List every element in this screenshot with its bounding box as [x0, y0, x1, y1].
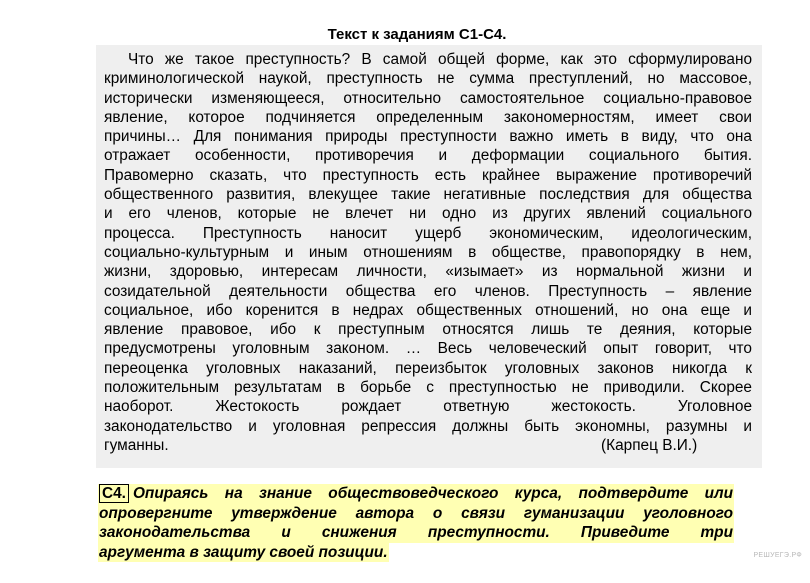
text-line: исторически изменяющееся, относительно самостоятельное социально-правовое — [104, 89, 752, 107]
task-c4-block — [98, 484, 734, 562]
source-text-block — [96, 45, 762, 468]
task-line — [98, 504, 734, 524]
task-highlight: аргумента в защиту своей позиции. — [99, 543, 388, 561]
text-line: явление, которое подчиняется определенным закономерностям, имеет свои — [104, 108, 752, 126]
text-line: положительным результатам в борьбе с преступностью не приводили. Скорее — [104, 379, 752, 397]
task-text: Опираясь на знание обществоведческого курса, подтвердите или — [132, 485, 733, 502]
text-line: предусмотрены уголовным законом. … Весь человеческий опыт говорит, что — [104, 340, 752, 358]
text-line: Что же такое преступность? В самой общей форме, как это сформулировано — [128, 51, 752, 68]
text-line: наоборот. Жестокость рождает ответную жестокость. Уголовное — [104, 398, 752, 416]
author-attribution: (Карпец В.И.) — [601, 436, 698, 454]
text-line-last — [104, 436, 752, 455]
task-label: С4. — [99, 484, 129, 503]
text-line: причины… Для понимания природы преступности важно иметь в виду, что она — [104, 128, 752, 146]
text-line: созидательной деятельности общества его членов. Преступность – явление — [104, 282, 752, 300]
text-line: социально-культурным и иным отношениям в обществе, правопорядку в нем, — [104, 243, 752, 261]
text-line: криминологической наукой, преступность не сумма преступлений, но массовое, — [104, 70, 752, 88]
text-line: законодательство и уголовная репрессия должны быть экономны, разумны и — [104, 417, 752, 435]
text-line: явление правовое, ибо к преступным относятся лишь те деяния, которые — [104, 321, 752, 339]
task-highlight: опровергните утверждение автора о связи гуманизации уголовного — [99, 504, 733, 522]
text-line-last-content: гуманны. — [104, 436, 169, 454]
text-line: Правомерно сказать, что преступность есть крайнее выражение противоречий — [104, 166, 752, 184]
text-line: социальное, ибо коренится в недрах общественных отношений, но она еще и — [104, 301, 752, 319]
task-highlight — [98, 484, 734, 504]
text-line: и его членов, которые не влечет ни одно из других явлений социального — [104, 205, 752, 223]
text-line: жизни, здоровью, интересам личности, «изымает» из нормальной жизни и — [104, 263, 752, 281]
task-line-last — [98, 543, 734, 563]
text-line: общественного развития, влекущее такие негативные последствия для общества — [104, 186, 752, 204]
page-title: Текст к заданиям С1-С4. — [327, 26, 507, 43]
text-line: процесса. Преступность наносит ущерб экономическим, идеологическим, — [104, 224, 752, 242]
task-highlight: законодательства и снижения преступности. Приведите три — [99, 524, 733, 542]
text-line: отражает особенности, противоречия и деформации социального бытия. — [104, 147, 752, 165]
task-line — [98, 523, 734, 543]
task-line — [98, 484, 734, 504]
site-watermark: РЕШУЕГЭ.РФ — [753, 552, 802, 559]
text-line: переоценка уголовных наказаний, переизбыток уголовных законов никогда к — [104, 359, 752, 377]
